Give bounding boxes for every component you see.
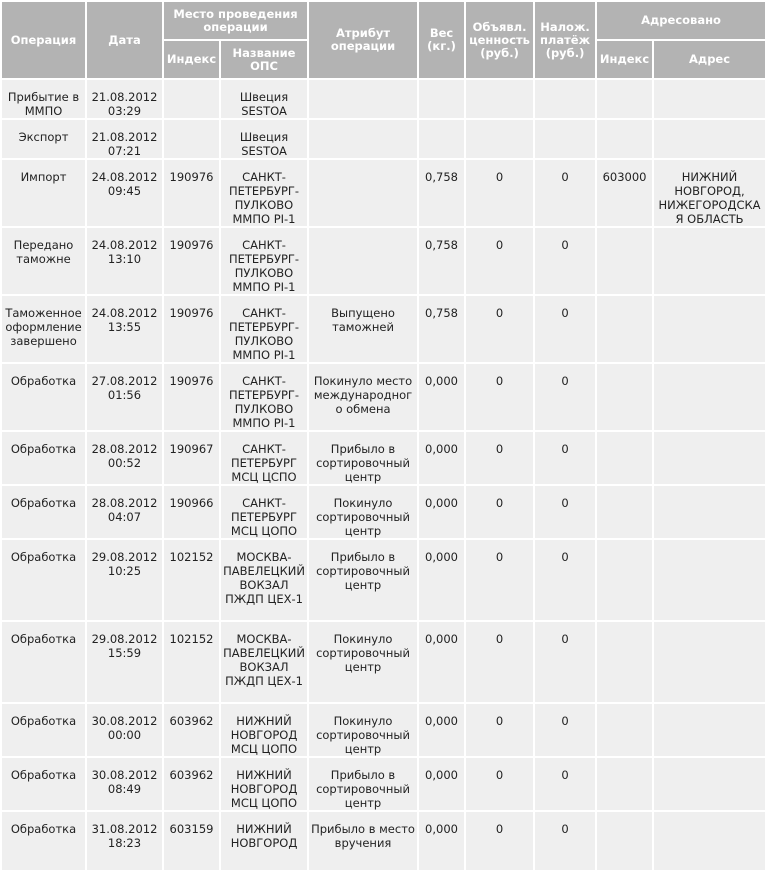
cell-weight: 0,000 <box>418 363 465 431</box>
cell-ops-index: 190976 <box>163 227 220 295</box>
cell-address <box>653 757 765 811</box>
table-row <box>1 539 765 621</box>
cell-ops-name: САНКТ-ПЕТЕРБУРГ-ПУЛКОВО ММПО PI-1 <box>220 227 308 295</box>
cell-operation: Прибытие в ММПО <box>1 79 86 119</box>
cell-cod: 0 <box>534 363 596 431</box>
cell-operation: Передано таможне <box>1 227 86 295</box>
cell-operation: Обработка <box>1 539 86 621</box>
cell-ops-index: 190976 <box>163 363 220 431</box>
cell-declared-value: 0 <box>465 363 534 431</box>
header-place-index: Индекс <box>163 40 220 79</box>
cell-declared-value: 0 <box>465 621 534 703</box>
cell-ops-index: 190966 <box>163 485 220 539</box>
cell-date <box>86 431 163 485</box>
cell-declared-value: 0 <box>465 811 534 871</box>
cell-cod <box>534 79 596 119</box>
cell-ops-index: 190976 <box>163 295 220 363</box>
header-declared-value: Объявл. ценность (руб.) <box>465 1 534 79</box>
cell-addr-index <box>596 431 653 485</box>
table-row <box>1 79 765 119</box>
table-row <box>1 119 765 159</box>
cell-weight <box>418 79 465 119</box>
cell-ops-name: САНКТ-ПЕТЕРБУРГ МСЦ ЦСПО <box>220 431 308 485</box>
time-value: 18:23 <box>107 836 142 850</box>
time-value: 07:21 <box>107 144 142 158</box>
cell-weight: 0,000 <box>418 485 465 539</box>
cell-declared-value <box>465 79 534 119</box>
header-attribute: Атрибут операции <box>308 1 418 79</box>
cell-attribute: Прибыло в место вручения <box>308 811 418 871</box>
cell-operation: Обработка <box>1 363 86 431</box>
cell-cod: 0 <box>534 431 596 485</box>
cell-address <box>653 621 765 703</box>
date-value: 31.08.2012 <box>91 822 158 836</box>
cell-address <box>653 79 765 119</box>
cell-attribute: Покинуло место международного обмена <box>308 363 418 431</box>
cell-cod: 0 <box>534 295 596 363</box>
cell-addr-index <box>596 757 653 811</box>
time-value: 00:52 <box>107 456 142 470</box>
table-row <box>1 159 765 227</box>
cell-ops-name: САНКТ-ПЕТЕРБУРГ-ПУЛКОВО ММПО PI-1 <box>220 363 308 431</box>
cell-addr-index <box>596 363 653 431</box>
time-value: 13:55 <box>107 320 142 334</box>
header-place-name: Название ОПС <box>220 40 308 79</box>
cell-ops-name: НИЖНИЙ НОВГОРОД МСЦ ЦОПО <box>220 757 308 811</box>
cell-address <box>653 431 765 485</box>
cell-declared-value: 0 <box>465 539 534 621</box>
cell-attribute: Прибыло в сортировочный центр <box>308 431 418 485</box>
cell-cod: 0 <box>534 811 596 871</box>
cell-addr-index <box>596 539 653 621</box>
time-value: 10:25 <box>107 564 142 578</box>
cell-attribute: Покинуло сортировочный центр <box>308 621 418 703</box>
cell-cod: 0 <box>534 539 596 621</box>
cell-operation: Обработка <box>1 431 86 485</box>
cell-ops-index <box>163 119 220 159</box>
table-row <box>1 703 765 757</box>
header-place: Место проведения операции <box>163 1 308 40</box>
cell-addr-index <box>596 621 653 703</box>
cell-declared-value <box>465 119 534 159</box>
cell-declared-value: 0 <box>465 703 534 757</box>
cell-ops-index: 603962 <box>163 757 220 811</box>
cell-ops-index <box>163 79 220 119</box>
cell-operation: Обработка <box>1 757 86 811</box>
date-value: 21.08.2012 <box>91 130 158 144</box>
cell-operation: Импорт <box>1 159 86 227</box>
cell-ops-name: МОСКВА-ПАВЕЛЕЦКИЙ ВОКЗАЛ ПЖДП ЦЕХ-1 <box>220 539 308 621</box>
cell-declared-value: 0 <box>465 485 534 539</box>
cell-address <box>653 227 765 295</box>
cell-operation: Таможенное оформление завершено <box>1 295 86 363</box>
cell-weight <box>418 119 465 159</box>
table-row <box>1 485 765 539</box>
table-row <box>1 621 765 703</box>
cell-address <box>653 363 765 431</box>
cell-ops-index: 190967 <box>163 431 220 485</box>
cell-weight: 0,758 <box>418 227 465 295</box>
date-value: 24.08.2012 <box>91 170 158 184</box>
cell-attribute: Покинуло сортировочный центр <box>308 485 418 539</box>
cell-weight: 0,758 <box>418 295 465 363</box>
date-value: 30.08.2012 <box>91 768 158 782</box>
cell-address: НИЖНИЙ НОВГОРОД, НИЖЕГОРОДСКАЯ ОБЛАСТЬ <box>653 159 765 227</box>
cell-address <box>653 119 765 159</box>
header-addr-index: Индекс <box>596 40 653 79</box>
header-operation: Операция <box>1 1 86 79</box>
date-value: 28.08.2012 <box>91 442 158 456</box>
cell-ops-name: МОСКВА-ПАВЕЛЕЦКИЙ ВОКЗАЛ ПЖДП ЦЕХ-1 <box>220 621 308 703</box>
cell-ops-index: 190976 <box>163 159 220 227</box>
cell-attribute <box>308 79 418 119</box>
cell-ops-index: 102152 <box>163 539 220 621</box>
cell-ops-name: САНКТ-ПЕТЕРБУРГ-ПУЛКОВО ММПО PI-1 <box>220 159 308 227</box>
cell-weight: 0,000 <box>418 811 465 871</box>
time-value: 03:29 <box>107 104 142 118</box>
cell-attribute: Покинуло сортировочный центр <box>308 703 418 757</box>
cell-weight: 0,758 <box>418 159 465 227</box>
cell-date <box>86 757 163 811</box>
cell-weight: 0,000 <box>418 757 465 811</box>
cell-ops-index: 102152 <box>163 621 220 703</box>
cell-ops-name: НИЖНИЙ НОВГОРОД <box>220 811 308 871</box>
cell-address <box>653 703 765 757</box>
date-value: 28.08.2012 <box>91 496 158 510</box>
date-value: 29.08.2012 <box>91 550 158 564</box>
cell-weight: 0,000 <box>418 703 465 757</box>
cell-operation: Экспорт <box>1 119 86 159</box>
cell-date <box>86 79 163 119</box>
cell-cod <box>534 119 596 159</box>
time-value: 00:00 <box>107 728 142 742</box>
cell-attribute: Прибыло в сортировочный центр <box>308 539 418 621</box>
cell-cod: 0 <box>534 159 596 227</box>
cell-declared-value: 0 <box>465 757 534 811</box>
cell-attribute: Прибыло в сортировочный центр <box>308 757 418 811</box>
cell-weight: 0,000 <box>418 539 465 621</box>
cell-cod: 0 <box>534 227 596 295</box>
cell-cod: 0 <box>534 621 596 703</box>
cell-attribute <box>308 227 418 295</box>
tracking-table-body <box>1 79 765 871</box>
header-addressed: Адресовано <box>596 1 765 40</box>
date-value: 27.08.2012 <box>91 374 158 388</box>
cell-address <box>653 295 765 363</box>
cell-date <box>86 363 163 431</box>
header-addr-address: Адрес <box>653 40 765 79</box>
cell-declared-value: 0 <box>465 295 534 363</box>
cell-cod: 0 <box>534 485 596 539</box>
cell-attribute: Выпущено таможней <box>308 295 418 363</box>
date-value: 24.08.2012 <box>91 238 158 252</box>
cell-date <box>86 159 163 227</box>
cell-date <box>86 227 163 295</box>
cell-addr-index <box>596 295 653 363</box>
cell-operation: Обработка <box>1 485 86 539</box>
table-row <box>1 757 765 811</box>
date-value: 21.08.2012 <box>91 90 158 104</box>
time-value: 04:07 <box>107 510 142 524</box>
cell-addr-index <box>596 227 653 295</box>
time-value: 09:45 <box>107 184 142 198</box>
time-value: 01:56 <box>107 388 142 402</box>
cell-addr-index <box>596 119 653 159</box>
cell-addr-index <box>596 79 653 119</box>
table-row <box>1 811 765 871</box>
cell-operation: Обработка <box>1 811 86 871</box>
cell-ops-name: Швеция SESTOA <box>220 79 308 119</box>
cell-ops-index: 603159 <box>163 811 220 871</box>
cell-ops-name: Швеция SESTOA <box>220 119 308 159</box>
cell-ops-name: САНКТ-ПЕТЕРБУРГ МСЦ ЦОПО <box>220 485 308 539</box>
time-value: 08:49 <box>107 782 142 796</box>
table-row <box>1 227 765 295</box>
cell-attribute <box>308 159 418 227</box>
cell-address <box>653 539 765 621</box>
header-weight: Вес (кг.) <box>418 1 465 79</box>
cell-date <box>86 485 163 539</box>
time-value: 13:10 <box>107 252 142 266</box>
cell-date <box>86 539 163 621</box>
cell-operation: Обработка <box>1 703 86 757</box>
cell-date <box>86 621 163 703</box>
cell-attribute <box>308 119 418 159</box>
cell-date <box>86 811 163 871</box>
cell-addr-index <box>596 485 653 539</box>
cell-date <box>86 295 163 363</box>
date-value: 29.08.2012 <box>91 632 158 646</box>
cell-date <box>86 119 163 159</box>
header-date: Дата <box>86 1 163 79</box>
date-value: 24.08.2012 <box>91 306 158 320</box>
time-value: 15:59 <box>107 646 142 660</box>
cell-declared-value: 0 <box>465 227 534 295</box>
cell-date <box>86 703 163 757</box>
cell-addr-index <box>596 811 653 871</box>
cell-ops-name: САНКТ-ПЕТЕРБУРГ-ПУЛКОВО ММПО PI-1 <box>220 295 308 363</box>
cell-cod: 0 <box>534 757 596 811</box>
cell-ops-name: НИЖНИЙ НОВГОРОД МСЦ ЦОПО <box>220 703 308 757</box>
cell-weight: 0,000 <box>418 621 465 703</box>
table-row <box>1 431 765 485</box>
cell-declared-value: 0 <box>465 431 534 485</box>
header-cod: Налож. платёж (руб.) <box>534 1 596 79</box>
cell-declared-value: 0 <box>465 159 534 227</box>
cell-address <box>653 485 765 539</box>
cell-operation: Обработка <box>1 621 86 703</box>
cell-weight: 0,000 <box>418 431 465 485</box>
table-row <box>1 363 765 431</box>
table-row <box>1 295 765 363</box>
cell-addr-index <box>596 703 653 757</box>
cell-address <box>653 811 765 871</box>
date-value: 30.08.2012 <box>91 714 158 728</box>
cell-addr-index: 603000 <box>596 159 653 227</box>
cell-cod: 0 <box>534 703 596 757</box>
cell-ops-index: 603962 <box>163 703 220 757</box>
